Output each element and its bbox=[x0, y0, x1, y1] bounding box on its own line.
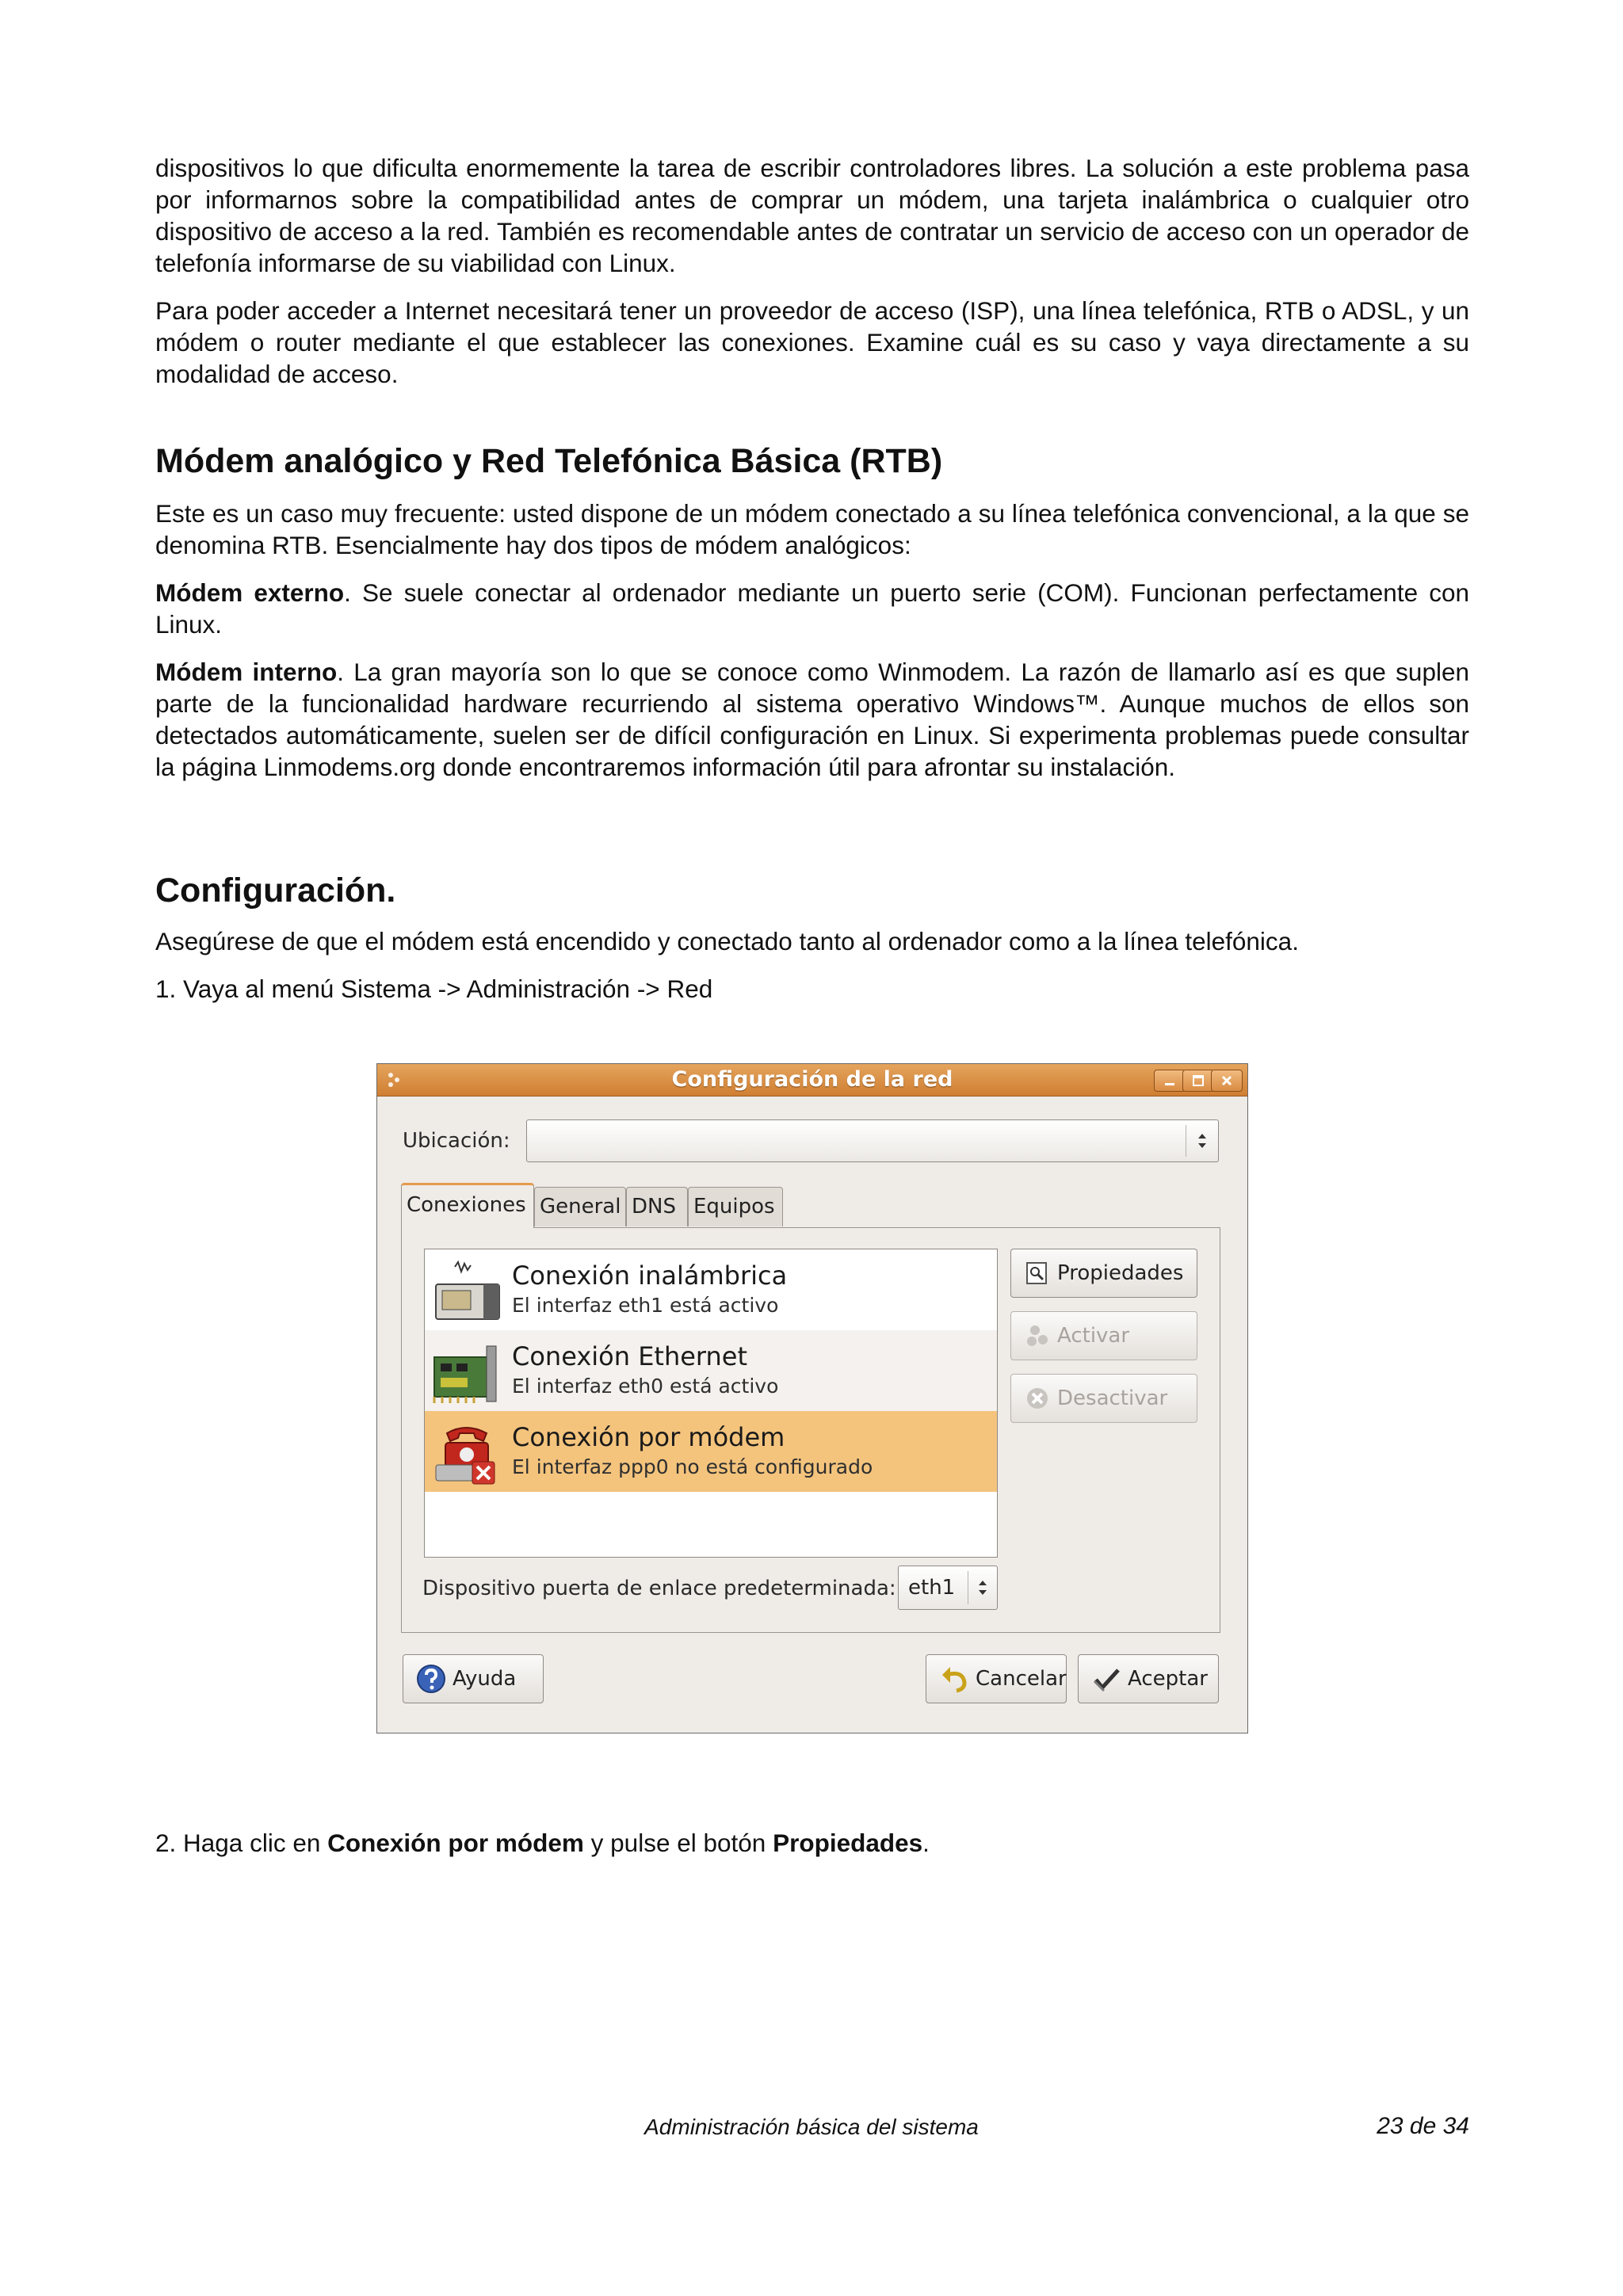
maximize-button[interactable] bbox=[1182, 1070, 1214, 1092]
connections-panel bbox=[401, 1227, 1220, 1633]
connection-status: El interfaz eth1 está activo bbox=[512, 1294, 779, 1317]
connections-list bbox=[424, 1249, 998, 1558]
connection-row-wireless[interactable] bbox=[425, 1249, 997, 1330]
activate-button[interactable] bbox=[1010, 1311, 1197, 1360]
activate-icon bbox=[1024, 1322, 1051, 1349]
location-label: Ubicación: bbox=[403, 1129, 510, 1153]
connection-status: El interfaz ppp0 no está configurado bbox=[512, 1455, 873, 1478]
modem-phone-icon bbox=[431, 1422, 502, 1486]
properties-label: Propiedades bbox=[1057, 1261, 1184, 1285]
footer-title: Administración básica del sistema bbox=[644, 2115, 979, 2139]
spin-arrows-icon bbox=[976, 1577, 989, 1598]
accept-label: Aceptar bbox=[1128, 1667, 1208, 1691]
paragraph: dispositivos lo que dificulta enormemente la tarea de escribir controladores libres. La solución a este problema pasa por informarnos sobre la compatibilidad antes de comprar un módem, una tarjeta inalámbrica o cualquier otro dispositivo de acceso a la red. También es recomendable antes de contratar un servicio de acceso con un operador de telefonía informarse de su viabilidad con Linux. bbox=[155, 154, 1469, 277]
tab-equipos[interactable]: Equipos bbox=[688, 1187, 783, 1226]
term-description: . La gran mayoría son lo que se conoce como Winmodem. La razón de llamarlo así es que suplen parte de la funcionalidad hardware recurriendo al sistema operativo Windows™. Aunque muchos de ellos son detectados automáticamente, suelen ser de difícil configuración en Linux. Si experimenta problemas puede consultar la página Linmodems.org donde encontraremos información útil para afrontar su instalación. bbox=[155, 658, 1469, 781]
step-text: 2. Haga clic en bbox=[155, 1829, 328, 1857]
step-text: y pulse el botón bbox=[583, 1829, 773, 1857]
page-number: 23 de 34 bbox=[1377, 2113, 1469, 2139]
properties-icon bbox=[1024, 1260, 1051, 1287]
activate-label: Activar bbox=[1057, 1324, 1130, 1348]
minimize-button[interactable] bbox=[1154, 1070, 1186, 1092]
tab-dns[interactable]: DNS bbox=[626, 1187, 688, 1226]
properties-button[interactable] bbox=[1010, 1249, 1197, 1298]
connection-status: El interfaz eth0 está activo bbox=[512, 1375, 779, 1398]
step-text: . bbox=[922, 1829, 930, 1857]
deactivate-label: Desactivar bbox=[1057, 1386, 1168, 1410]
step-1: 1. Vaya al menú Sistema -> Administración -> Red bbox=[155, 974, 713, 1003]
paragraph: Este es un caso muy frecuente: usted dispone de un módem conectado a su línea telefónica convencional, a la que se denomina RTB. Esencialmente hay dos tipos de módem analógicos: bbox=[155, 499, 1469, 559]
help-button[interactable] bbox=[403, 1654, 544, 1703]
window-title: Configuración de la red bbox=[671, 1067, 953, 1092]
paragraph-internal-modem bbox=[155, 656, 1469, 783]
undo-icon bbox=[939, 1664, 969, 1694]
connection-row-modem[interactable] bbox=[425, 1411, 997, 1492]
gateway-device-spin[interactable] bbox=[898, 1566, 998, 1610]
section-heading: Configuración. bbox=[155, 871, 396, 910]
help-icon bbox=[416, 1664, 446, 1694]
document-body bbox=[155, 152, 1469, 1005]
ethernet-card-icon bbox=[431, 1341, 502, 1405]
step-emphasis: Conexión por módem bbox=[327, 1829, 584, 1857]
network-config-window bbox=[376, 1063, 1248, 1733]
connection-name: Conexión Ethernet bbox=[512, 1341, 748, 1371]
deactivate-icon bbox=[1024, 1385, 1051, 1412]
close-icon bbox=[1220, 1074, 1234, 1088]
gateway-value: eth1 bbox=[908, 1576, 956, 1600]
paragraph-external-modem bbox=[155, 577, 1469, 640]
accept-icon bbox=[1091, 1664, 1121, 1694]
connection-row-ethernet[interactable] bbox=[425, 1330, 997, 1411]
term: Módem externo bbox=[155, 578, 345, 607]
cancel-label: Cancelar bbox=[976, 1667, 1067, 1691]
tab-conexiones[interactable]: Conexiones bbox=[401, 1183, 534, 1228]
help-label: Ayuda bbox=[453, 1667, 517, 1691]
close-button[interactable] bbox=[1211, 1070, 1243, 1092]
maximize-icon bbox=[1191, 1074, 1205, 1088]
minimize-icon bbox=[1163, 1074, 1177, 1088]
gateway-label: Dispositivo puerta de enlace predeterminada: bbox=[422, 1577, 896, 1600]
paragraph: Asegúrese de que el módem está encendido y conectado tanto al ordenador como a la línea telefónica. bbox=[155, 927, 1299, 955]
tab-general[interactable]: General bbox=[534, 1187, 626, 1226]
combo-arrows-icon bbox=[1196, 1131, 1209, 1151]
term-description: . Se suele conectar al ordenador mediante un puerto serie (COM). Funcionan perfectamente con Linux. bbox=[155, 578, 1469, 639]
step-emphasis: Propiedades bbox=[773, 1829, 923, 1857]
step-2 bbox=[155, 1827, 930, 1859]
paragraph: Para poder acceder a Internet necesitará tener un proveedor de acceso (ISP), una línea telefónica, RTB o ADSL, y un módem o router mediante el que establecer las conexiones. Examine cuál es su caso y vaya directamente a su modalidad de acceso. bbox=[155, 296, 1469, 388]
wireless-card-icon bbox=[431, 1261, 502, 1324]
section-heading: Módem analógico y Red Telefónica Básica (RTB) bbox=[155, 442, 943, 480]
location-combo[interactable] bbox=[526, 1119, 1219, 1162]
window-titlebar bbox=[377, 1064, 1247, 1097]
accept-button[interactable] bbox=[1078, 1654, 1219, 1703]
connection-name: Conexión inalámbrica bbox=[512, 1261, 788, 1291]
term: Módem interno bbox=[155, 658, 338, 686]
deactivate-button[interactable] bbox=[1010, 1374, 1197, 1423]
cancel-button[interactable] bbox=[926, 1654, 1067, 1703]
connection-name: Conexión por módem bbox=[512, 1422, 785, 1452]
